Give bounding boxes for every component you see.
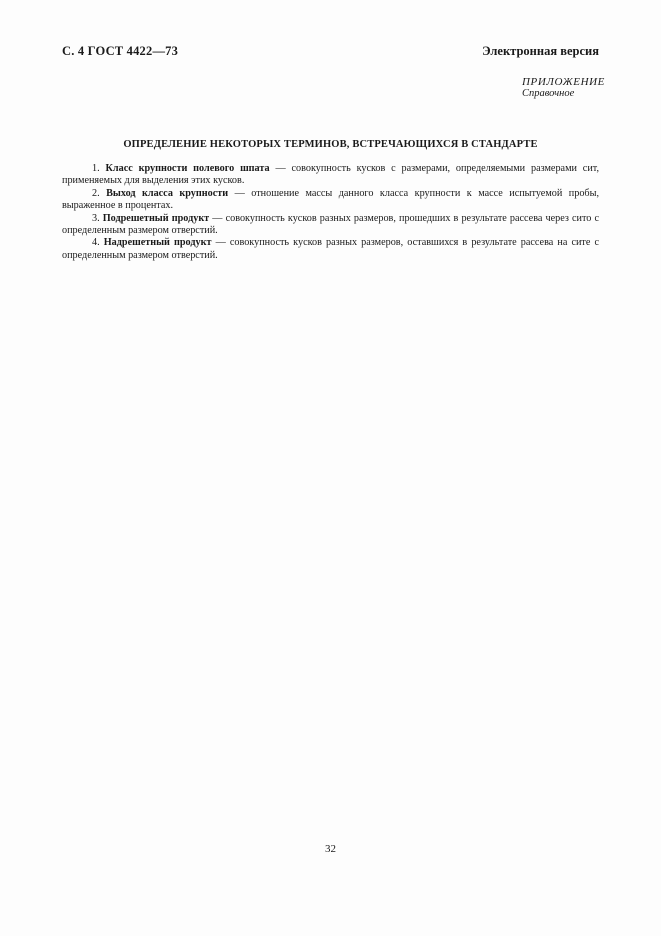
term-definition: — совокупность кусков разных размеров, оставшихся в результате рассева на сите с определенным размером отверстий. (62, 237, 600, 261)
page-header-right: Электронная версия (482, 44, 599, 58)
appendix-subtitle: Справочное (522, 88, 575, 99)
page-number: 32 (325, 843, 336, 855)
term-number: 4. (92, 237, 100, 249)
term-name: Выход класса крупности (106, 187, 229, 199)
page-header-left: С. 4 ГОСТ 4422—73 (62, 44, 179, 58)
appendix-label (522, 76, 605, 100)
appendix-title: ПРИЛОЖЕНИЕ (522, 76, 605, 88)
term-item (62, 237, 599, 262)
term-item (62, 188, 599, 213)
term-item (62, 213, 599, 238)
term-item (62, 163, 599, 188)
terms-list (62, 163, 599, 262)
term-number: 2. (92, 187, 100, 199)
term-number: 3. (92, 212, 100, 224)
term-definition: — совокупность кусков с размерами, определяемыми размерами сит, применяемых для выделения этих кусков. (62, 163, 600, 187)
term-name: Подрешетный продукт (102, 212, 210, 224)
term-number: 1. (92, 163, 100, 174)
term-definition: — совокупность кусков разных размеров, прошедших в результате рассева через сито с определенным размером отверстий. (62, 212, 600, 237)
term-name: Надрешетный продукт (103, 237, 212, 249)
term-definition: — отношение массы данного класса крупности к массе испытуемой пробы, выраженное в процентах. (62, 187, 599, 212)
term-name: Класс крупности полевого шпата (105, 163, 270, 174)
section-heading: ОПРЕДЕЛЕНИЕ НЕКОТОРЫХ ТЕРМИНОВ, ВСТРЕЧАЮЩИХСЯ В СТАНДАРТЕ (123, 139, 538, 150)
